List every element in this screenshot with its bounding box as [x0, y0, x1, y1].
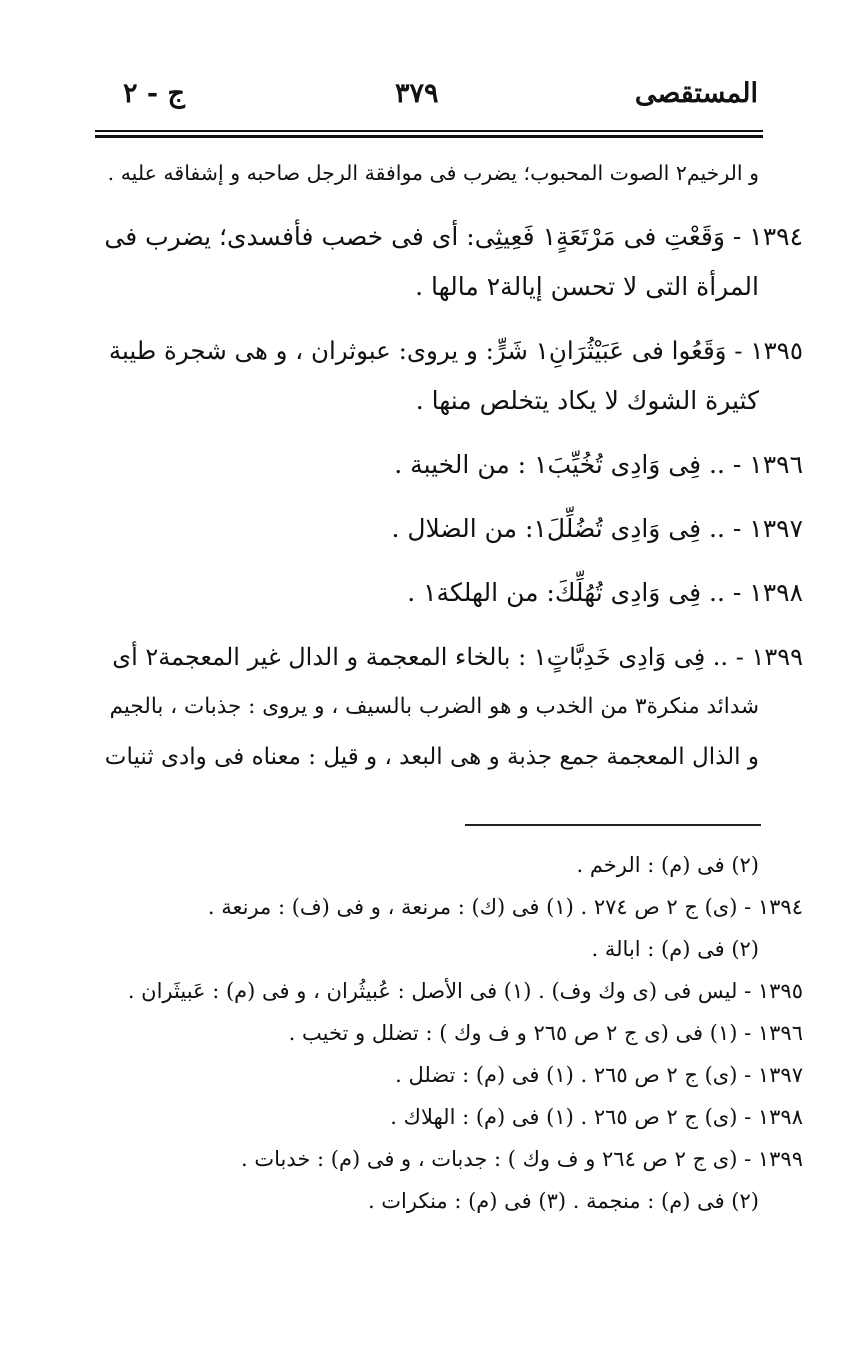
paragraph-gap [103, 426, 803, 440]
paragraph-gap [103, 312, 803, 326]
text-line: ١٣٩٦ - .. فِى وَادِى تُخُيِّبَ١ : من الخيبة . [394, 450, 803, 479]
main-text [103, 148, 803, 782]
text-line: المرأة التى لا تحسن إيالة٢ مالها . [415, 272, 759, 301]
page-number: ٣٧٩ [395, 78, 439, 109]
text-line: و الذال المعجمة جمع جذبة و هى البعد ، و قيل : معناه فى وادى ثنيات [104, 744, 759, 770]
volume-label: ج - ٢ [123, 78, 185, 109]
header-title: المستقصى [634, 78, 758, 109]
footnote-line: ١٣٩٤ - (ى) ج ٢ ص ٢٧٤ . (١) فى (ك) : مرنعة ، و فى (ف) : مرنعة . [207, 895, 803, 919]
running-header [95, 78, 760, 124]
footnote-line: (٢) فى (م) : الرخم . [576, 853, 759, 877]
footnotes [103, 844, 803, 1222]
text-line: ١٣٩٧ - .. فِى وَادِى تُضُلِّلَ١: من الضلال . [391, 514, 803, 543]
paragraph-gap [103, 490, 803, 504]
footnote-line: (٢) فى (م) : منجمة . (٣) فى (م) : منكرات . [367, 1189, 759, 1213]
text-line: ١٣٩٨ - .. فِى وَادِى تُهُلِّكَ: من الهلكة١ . [407, 578, 803, 607]
text-line: ١٣٩٥ - وَقَعُوا فى عَبَيْثُرَانِ١ شَرٍّ: و يروى: عبوثران ، و هى شجرة طيبة [108, 336, 803, 365]
footnote-line: ١٣٩٩ - (ى ج ٢ ص ٢٦٤ و ف وك ) : جدبات ، و فى (م) : خدبات . [240, 1147, 803, 1171]
footnote-line: (٢) فى (م) : ابالة . [591, 937, 759, 961]
footnote-line: ١٣٩٧ - (ى) ج ٢ ص ٢٦٥ . (١) فى (م) : تضلل . [395, 1063, 803, 1087]
text-line: ١٣٩٩ - .. فِى وَادِى خَدِبَّاتٍ١ : بالخاء المعجمة و الدال غير المعجمة٢ أى [112, 643, 803, 671]
footnote-line: ١٣٩٥ - ليس فى (ى وك وف) . (١) فى الأصل : عُبيثُران ، و فى (م) : عَبيثَران . [127, 979, 803, 1003]
paragraph-gap [103, 198, 803, 212]
text-line: ١٣٩٤ - وَقَعْتِ فى مَرْتَعَةٍ١ فَعِيثِى: أى فى خصب فأفسدى؛ يضرب فى [104, 222, 803, 251]
text-line: كثيرة الشوك لا يكاد يتخلص منها . [415, 386, 759, 415]
paragraph-gap [103, 618, 803, 632]
text-line: شدائد منكرة٣ من الخدب و هو الضرب بالسيف ، و يروى : جذبات ، بالجيم [109, 694, 759, 719]
text-line: و الرخيم٢ الصوت المحبوب؛ يضرب فى موافقة الرجل صاحبه و إشفاقه عليه . [107, 161, 759, 185]
header-rule-thick [95, 135, 763, 138]
footnote-separator [465, 824, 761, 826]
footnote-line: ١٣٩٨ - (ى) ج ٢ ص ٢٦٥ . (١) فى (م) : الهلاك . [390, 1105, 803, 1129]
paragraph-gap [103, 554, 803, 568]
footnote-line: ١٣٩٦ - (١) فى (ى ج ٢ ص ٢٦٥ و ف وك ) : تضلل و تخيب . [288, 1021, 803, 1045]
header-rule-thin [95, 130, 763, 132]
